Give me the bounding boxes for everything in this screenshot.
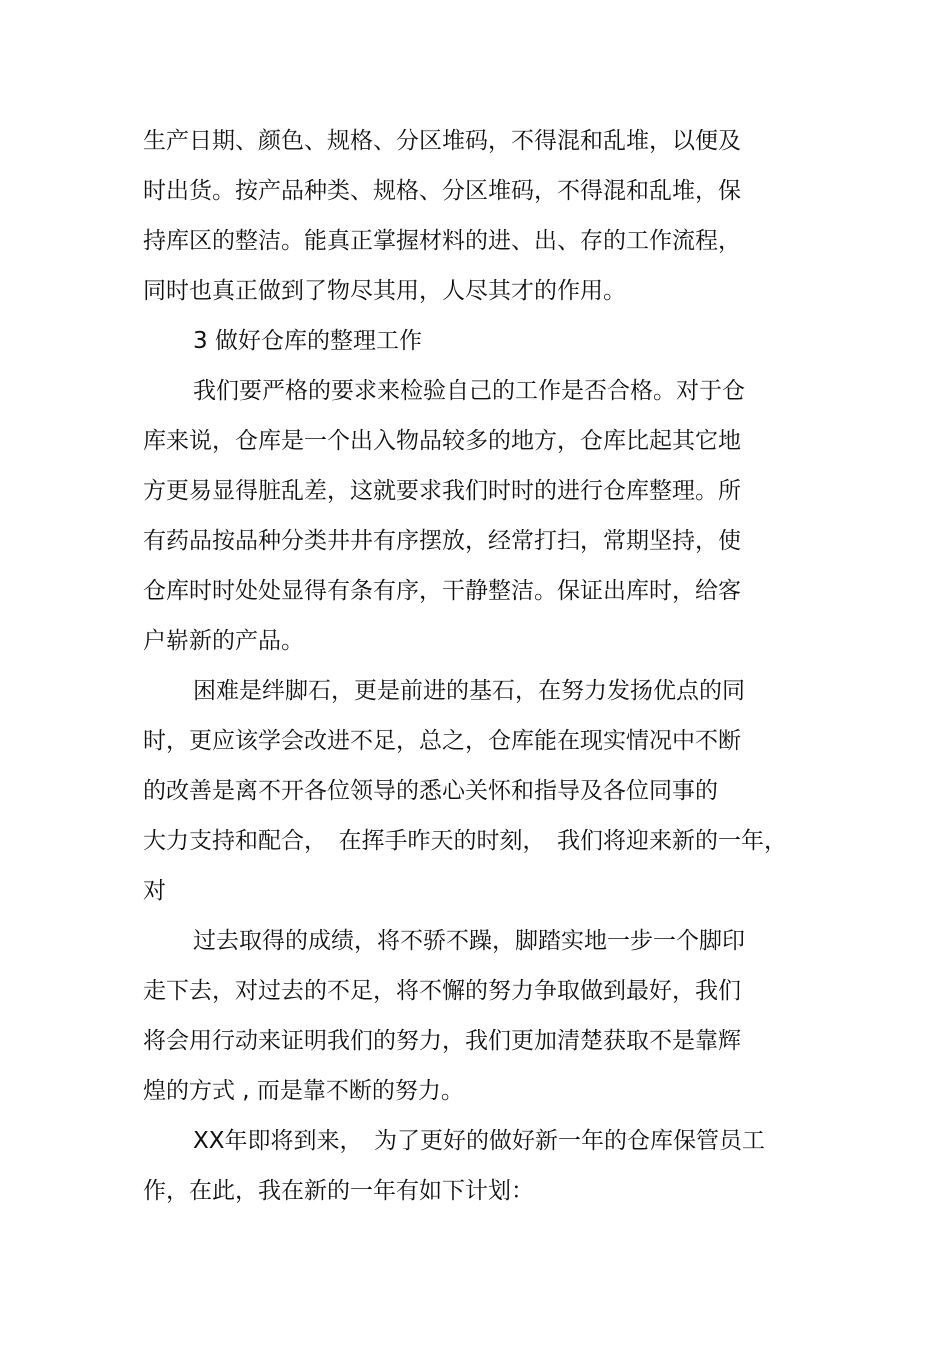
paragraph-line: 户崭新的产品。 <box>143 628 304 654</box>
paragraph-line: 过去取得的成绩，将不骄不躁，脚踏实地一步一个脚印 <box>193 928 745 954</box>
paragraph-line: 对 <box>143 878 166 904</box>
paragraph-line: 煌的方式 , 而是靠不断的努力。 <box>143 1078 464 1104</box>
paragraph-line: 的改善是离不开各位领导的悉心关怀和指导及各位同事的 <box>143 778 718 804</box>
paragraph-line: 大力支持和配合， 在挥手昨天的时刻， 我们将迎来新的一年， <box>143 828 787 854</box>
paragraph-line: 困难是绊脚石，更是前进的基石，在努力发扬优点的同 <box>193 678 745 704</box>
paragraph-line: 将会用行动来证明我们的努力，我们更加清楚获取不是靠辉 <box>143 1028 741 1054</box>
section-heading: 3 做好仓库的整理工作 <box>193 328 422 354</box>
paragraph-line: 走下去，对过去的不足，将不懈的努力争取做到最好，我们 <box>143 978 741 1004</box>
paragraph-line: 有药品按品种分类井井有序摆放，经常打扫，常期坚持，使 <box>143 528 741 554</box>
paragraph-line: 库来说，仓库是一个出入物品较多的地方，仓库比起其它地 <box>143 428 741 454</box>
paragraph-line: 作，在此，我在新的一年有如下计划： <box>143 1178 534 1204</box>
paragraph-line: 时，更应该学会改进不足，总之，仓库能在现实情况中不断 <box>143 728 741 754</box>
paragraph-line: 仓库时时处处显得有条有序，干静整洁。保证出库时，给客 <box>143 578 741 604</box>
paragraph-line: 持库区的整洁。能真正掌握材料的进、出、存的工作流程， <box>143 228 741 254</box>
paragraph-line: 同时也真正做到了物尽其用，人尽其才的作用。 <box>143 278 626 304</box>
paragraph-line: 时出货。按产品种类、规格、分区堆码，不得混和乱堆，保 <box>143 178 741 204</box>
paragraph-line: 我们要严格的要求来检验自己的工作是否合格。对于仓 <box>193 378 745 404</box>
paragraph-line: XX年即将到来， 为了更好的做好新一年的仓库保管员工 <box>193 1128 766 1154</box>
paragraph-line: 方更易显得脏乱差，这就要求我们时时的进行仓库整理。所 <box>143 478 741 504</box>
paragraph-line: 生产日期、颜色、规格、分区堆码，不得混和乱堆，以便及 <box>143 128 741 154</box>
